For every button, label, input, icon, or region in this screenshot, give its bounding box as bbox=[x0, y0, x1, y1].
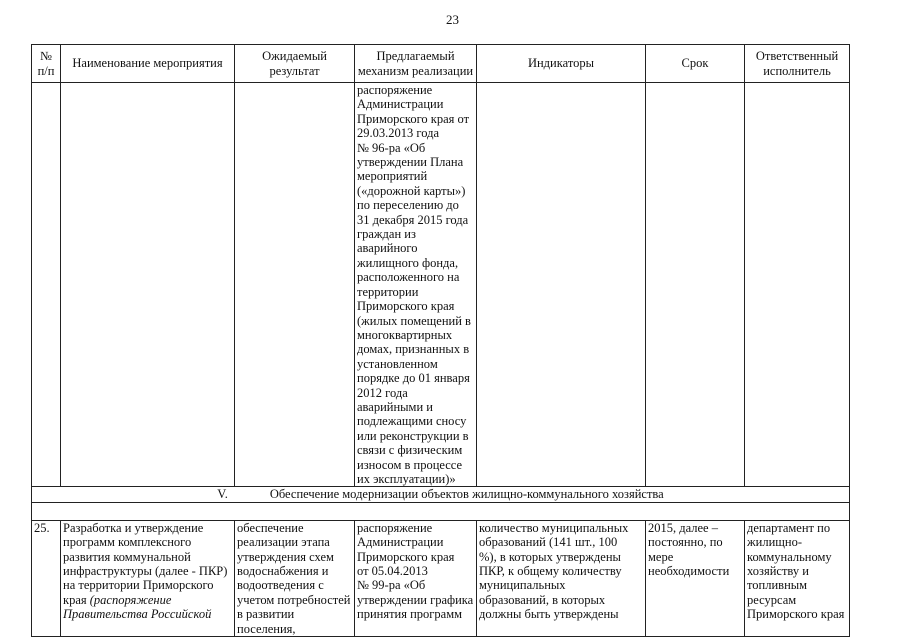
header-mechanism: Предлагаемый механизм реализации bbox=[355, 45, 477, 83]
cell-empty bbox=[477, 83, 646, 487]
table-row-continuation bbox=[32, 83, 850, 487]
section-header-row bbox=[32, 487, 850, 502]
cell-result: обеспечение реализации этапа утверждения схем водоснабжения и водоотведения с учетом потребностей в развитии поселения, bbox=[235, 520, 355, 636]
header-result: Ожидаемый результат bbox=[235, 45, 355, 83]
section-title: Обеспечение модернизации объектов жилищно-коммунального хозяйства bbox=[269, 487, 664, 502]
header-executor: Ответственный исполнитель bbox=[745, 45, 850, 83]
cell-mechanism-continuation: распоряжение Администрации Приморского края от 29.03.2013 года № 96-ра «Об утверждении Плана мероприятий («дорожной карты») по переселению до 31 декабря 2015 года граждан из аварийного жилищного фонда, расположенного на территории Приморского края (жилых помещений в многоквартирных домах, признанных в установленном порядке до 01 января 2012 года аварийными и подлежащими сносу или реконструкции в связи с физическим износом в процессе их эксплуатации)» bbox=[355, 83, 477, 487]
cell-empty bbox=[61, 83, 235, 487]
cell-mechanism: распоряжение Администрации Приморского края от 05.04.2013 № 99-ра «Об утверждении графика принятия программ bbox=[355, 520, 477, 636]
cell-name-text: Разработка и утверждение программ комплексного развития коммунальной инфраструктуры (далее - ПКР) на территории Приморского края bbox=[63, 520, 228, 607]
cell-num: 25. bbox=[32, 520, 61, 636]
table-header-row bbox=[32, 45, 850, 83]
table-row-25 bbox=[32, 520, 850, 636]
header-term: Срок bbox=[646, 45, 745, 83]
cell-indicators: количество муниципальных образований (141 шт., 100 %), в которых утверждены ПКР, к общему количеству муниципальных образований, в которых должны быть утверждены bbox=[477, 520, 646, 636]
cell-empty bbox=[32, 83, 61, 487]
cell-executor: департамент по жилищно- коммунальному хозяйству и топливным ресурсам Приморского края bbox=[745, 520, 850, 636]
cell-empty bbox=[745, 83, 850, 487]
cell-name-italic: (распоряжение Правительства Российской bbox=[63, 592, 212, 622]
header-indicators: Индикаторы bbox=[477, 45, 646, 83]
cell-term: 2015, далее – постоянно, по мере необходимости bbox=[646, 520, 745, 636]
cell-name bbox=[61, 520, 235, 636]
section-number: V. bbox=[217, 487, 228, 502]
page-number: 23 bbox=[446, 12, 459, 27]
cell-empty bbox=[235, 83, 355, 487]
cell-empty bbox=[646, 83, 745, 487]
header-name: Наименование мероприятия bbox=[61, 45, 235, 83]
action-plan-table bbox=[31, 44, 850, 637]
spacer-row bbox=[32, 502, 850, 520]
spacer-cell bbox=[32, 502, 850, 520]
header-num: № п/п bbox=[32, 45, 61, 83]
section-title-cell bbox=[32, 487, 850, 502]
